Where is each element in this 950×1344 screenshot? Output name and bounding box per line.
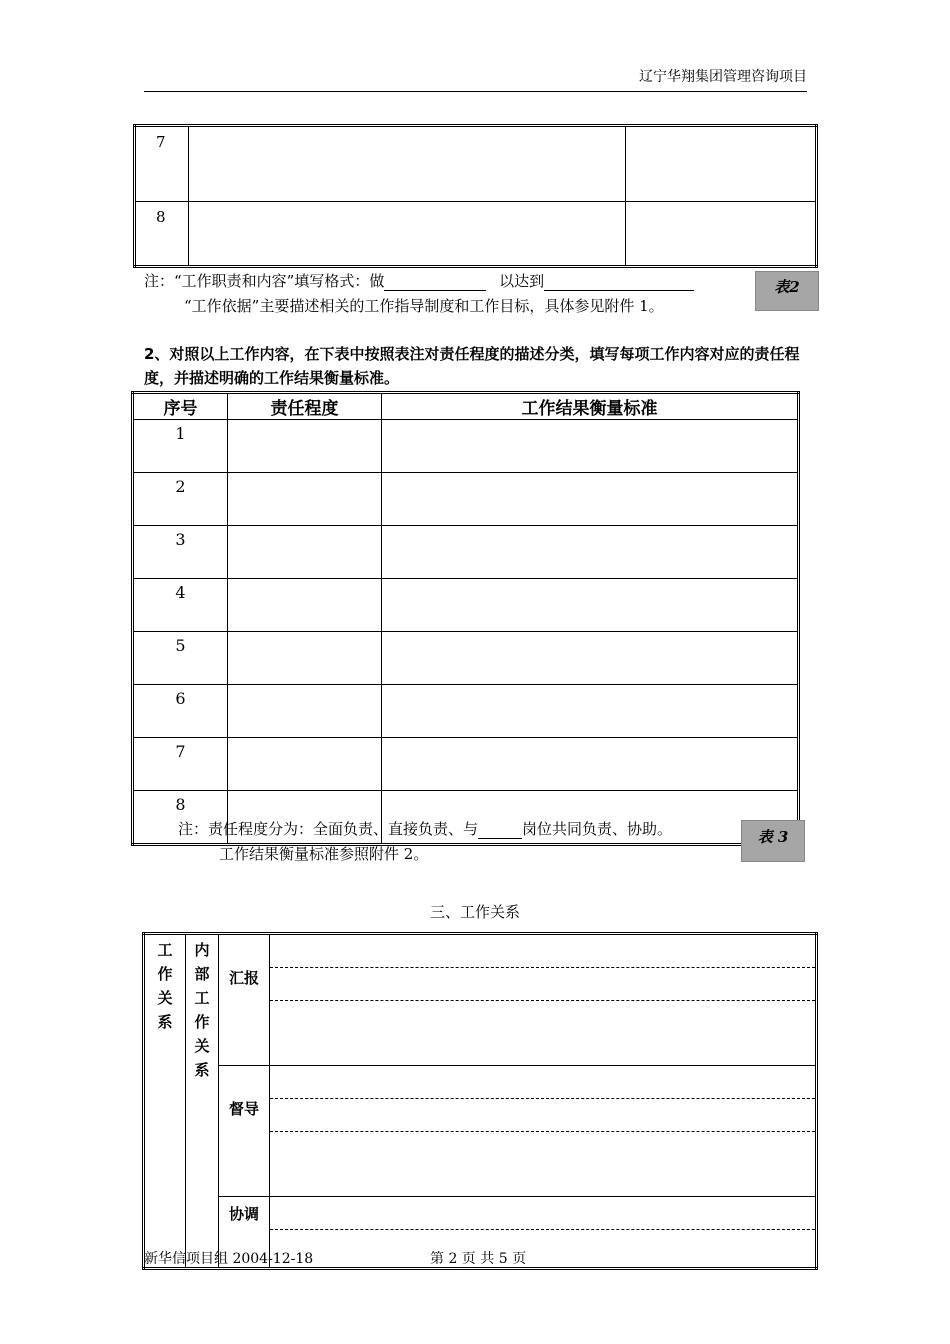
table-row: [133, 526, 799, 579]
row-number: 2: [133, 473, 228, 526]
dashed-line: [270, 1066, 815, 1099]
row-number: 7: [135, 126, 189, 202]
responsibility-table: [131, 391, 800, 846]
footer-page-number: 第 2 页 共 5 页: [430, 1251, 527, 1267]
row-number: 8: [135, 202, 189, 267]
dashed-line: [270, 968, 815, 1001]
supervise-lines[interactable]: [270, 1066, 817, 1197]
standard-cell[interactable]: [382, 738, 799, 791]
note2-suffix: 岗位共同负责、协助。: [522, 820, 673, 838]
standard-cell[interactable]: [382, 526, 799, 579]
header-standard: 工作结果衡量标准: [382, 393, 799, 420]
table-label-badge: 表2: [755, 271, 819, 311]
responsibility-cell[interactable]: [228, 526, 382, 579]
dashed-line: [270, 1001, 815, 1033]
dashed-line: [270, 1099, 815, 1132]
responsibility-cell[interactable]: [228, 579, 382, 632]
table-row: [133, 738, 799, 791]
row-number: 8: [133, 791, 228, 845]
note2-prefix: 注：责任程度分为：全面负责、直接负责、与: [178, 820, 479, 838]
header-company: 辽宁华翔集团管理咨询项目: [639, 69, 807, 85]
header-divider: [144, 91, 807, 92]
coordinate-label: 协调: [219, 1197, 270, 1269]
section2-instruction: 2、对照以上工作内容，在下表中按照表注对责任程度的描述分类，填写每项工作内容对应的责任程度，并描述明确的工作结果衡量标准。: [144, 345, 800, 387]
report-lines[interactable]: [270, 934, 817, 1066]
note1-mid: 以达到: [499, 272, 545, 290]
blank-field: [478, 820, 522, 839]
report-label: 汇报: [219, 934, 270, 1066]
blank-field: [544, 272, 694, 291]
table-row: [133, 473, 799, 526]
dashed-line: [270, 1230, 815, 1262]
table-row: [133, 420, 799, 473]
note2-line1: [178, 818, 672, 839]
row-number: 6: [133, 685, 228, 738]
duty-cell[interactable]: [189, 202, 626, 267]
coordinate-lines[interactable]: [270, 1197, 817, 1269]
row-number: 5: [133, 632, 228, 685]
supervise-label: 督导: [219, 1066, 270, 1197]
row-number: 7: [133, 738, 228, 791]
basis-cell[interactable]: [626, 202, 817, 267]
duty-cell[interactable]: [189, 126, 626, 202]
dashed-line: [270, 935, 815, 968]
duties-table: [133, 124, 818, 268]
row-number: 3: [133, 526, 228, 579]
responsibility-cell[interactable]: [228, 420, 382, 473]
responsibility-cell[interactable]: [228, 738, 382, 791]
blank-field: [384, 272, 486, 291]
row-number: 1: [133, 420, 228, 473]
table-row: [133, 632, 799, 685]
table-row: [133, 579, 799, 632]
standard-cell[interactable]: [382, 632, 799, 685]
standard-cell[interactable]: [382, 579, 799, 632]
row-number: 4: [133, 579, 228, 632]
standard-cell[interactable]: [382, 420, 799, 473]
header-seq: 序号: [133, 393, 228, 420]
work-relations-label: 工 作 关 系: [144, 934, 186, 1269]
responsibility-cell[interactable]: [228, 632, 382, 685]
note1-prefix: 注：“工作职责和内容”填写格式：做: [144, 272, 385, 290]
table-label-badge: 表 3: [741, 820, 805, 862]
table-row: [133, 685, 799, 738]
table-header-row: [133, 393, 799, 420]
note2-line2: 工作结果衡量标准参照附件 2。: [219, 845, 429, 863]
responsibility-cell[interactable]: [228, 685, 382, 738]
note1-line1: [144, 270, 694, 291]
header-responsibility: 责任程度: [228, 393, 382, 420]
work-relations-table: [142, 932, 818, 1270]
dashed-line: [270, 1132, 815, 1164]
basis-cell[interactable]: [626, 126, 817, 202]
standard-cell[interactable]: [382, 685, 799, 738]
standard-cell[interactable]: [382, 473, 799, 526]
section3-title: 三、工作关系: [429, 903, 520, 921]
footer-left: 新华信项目组 2004-12-18: [144, 1251, 314, 1267]
dashed-line: [270, 1197, 815, 1230]
table-row: [135, 126, 817, 202]
table-row: [135, 202, 817, 267]
note1-line2: “工作依据”主要描述相关的工作指导制度和工作目标，具体参见附件 1。: [184, 297, 664, 315]
responsibility-cell[interactable]: [228, 473, 382, 526]
internal-relations-label: 内 部 工 作 关 系: [186, 934, 219, 1269]
